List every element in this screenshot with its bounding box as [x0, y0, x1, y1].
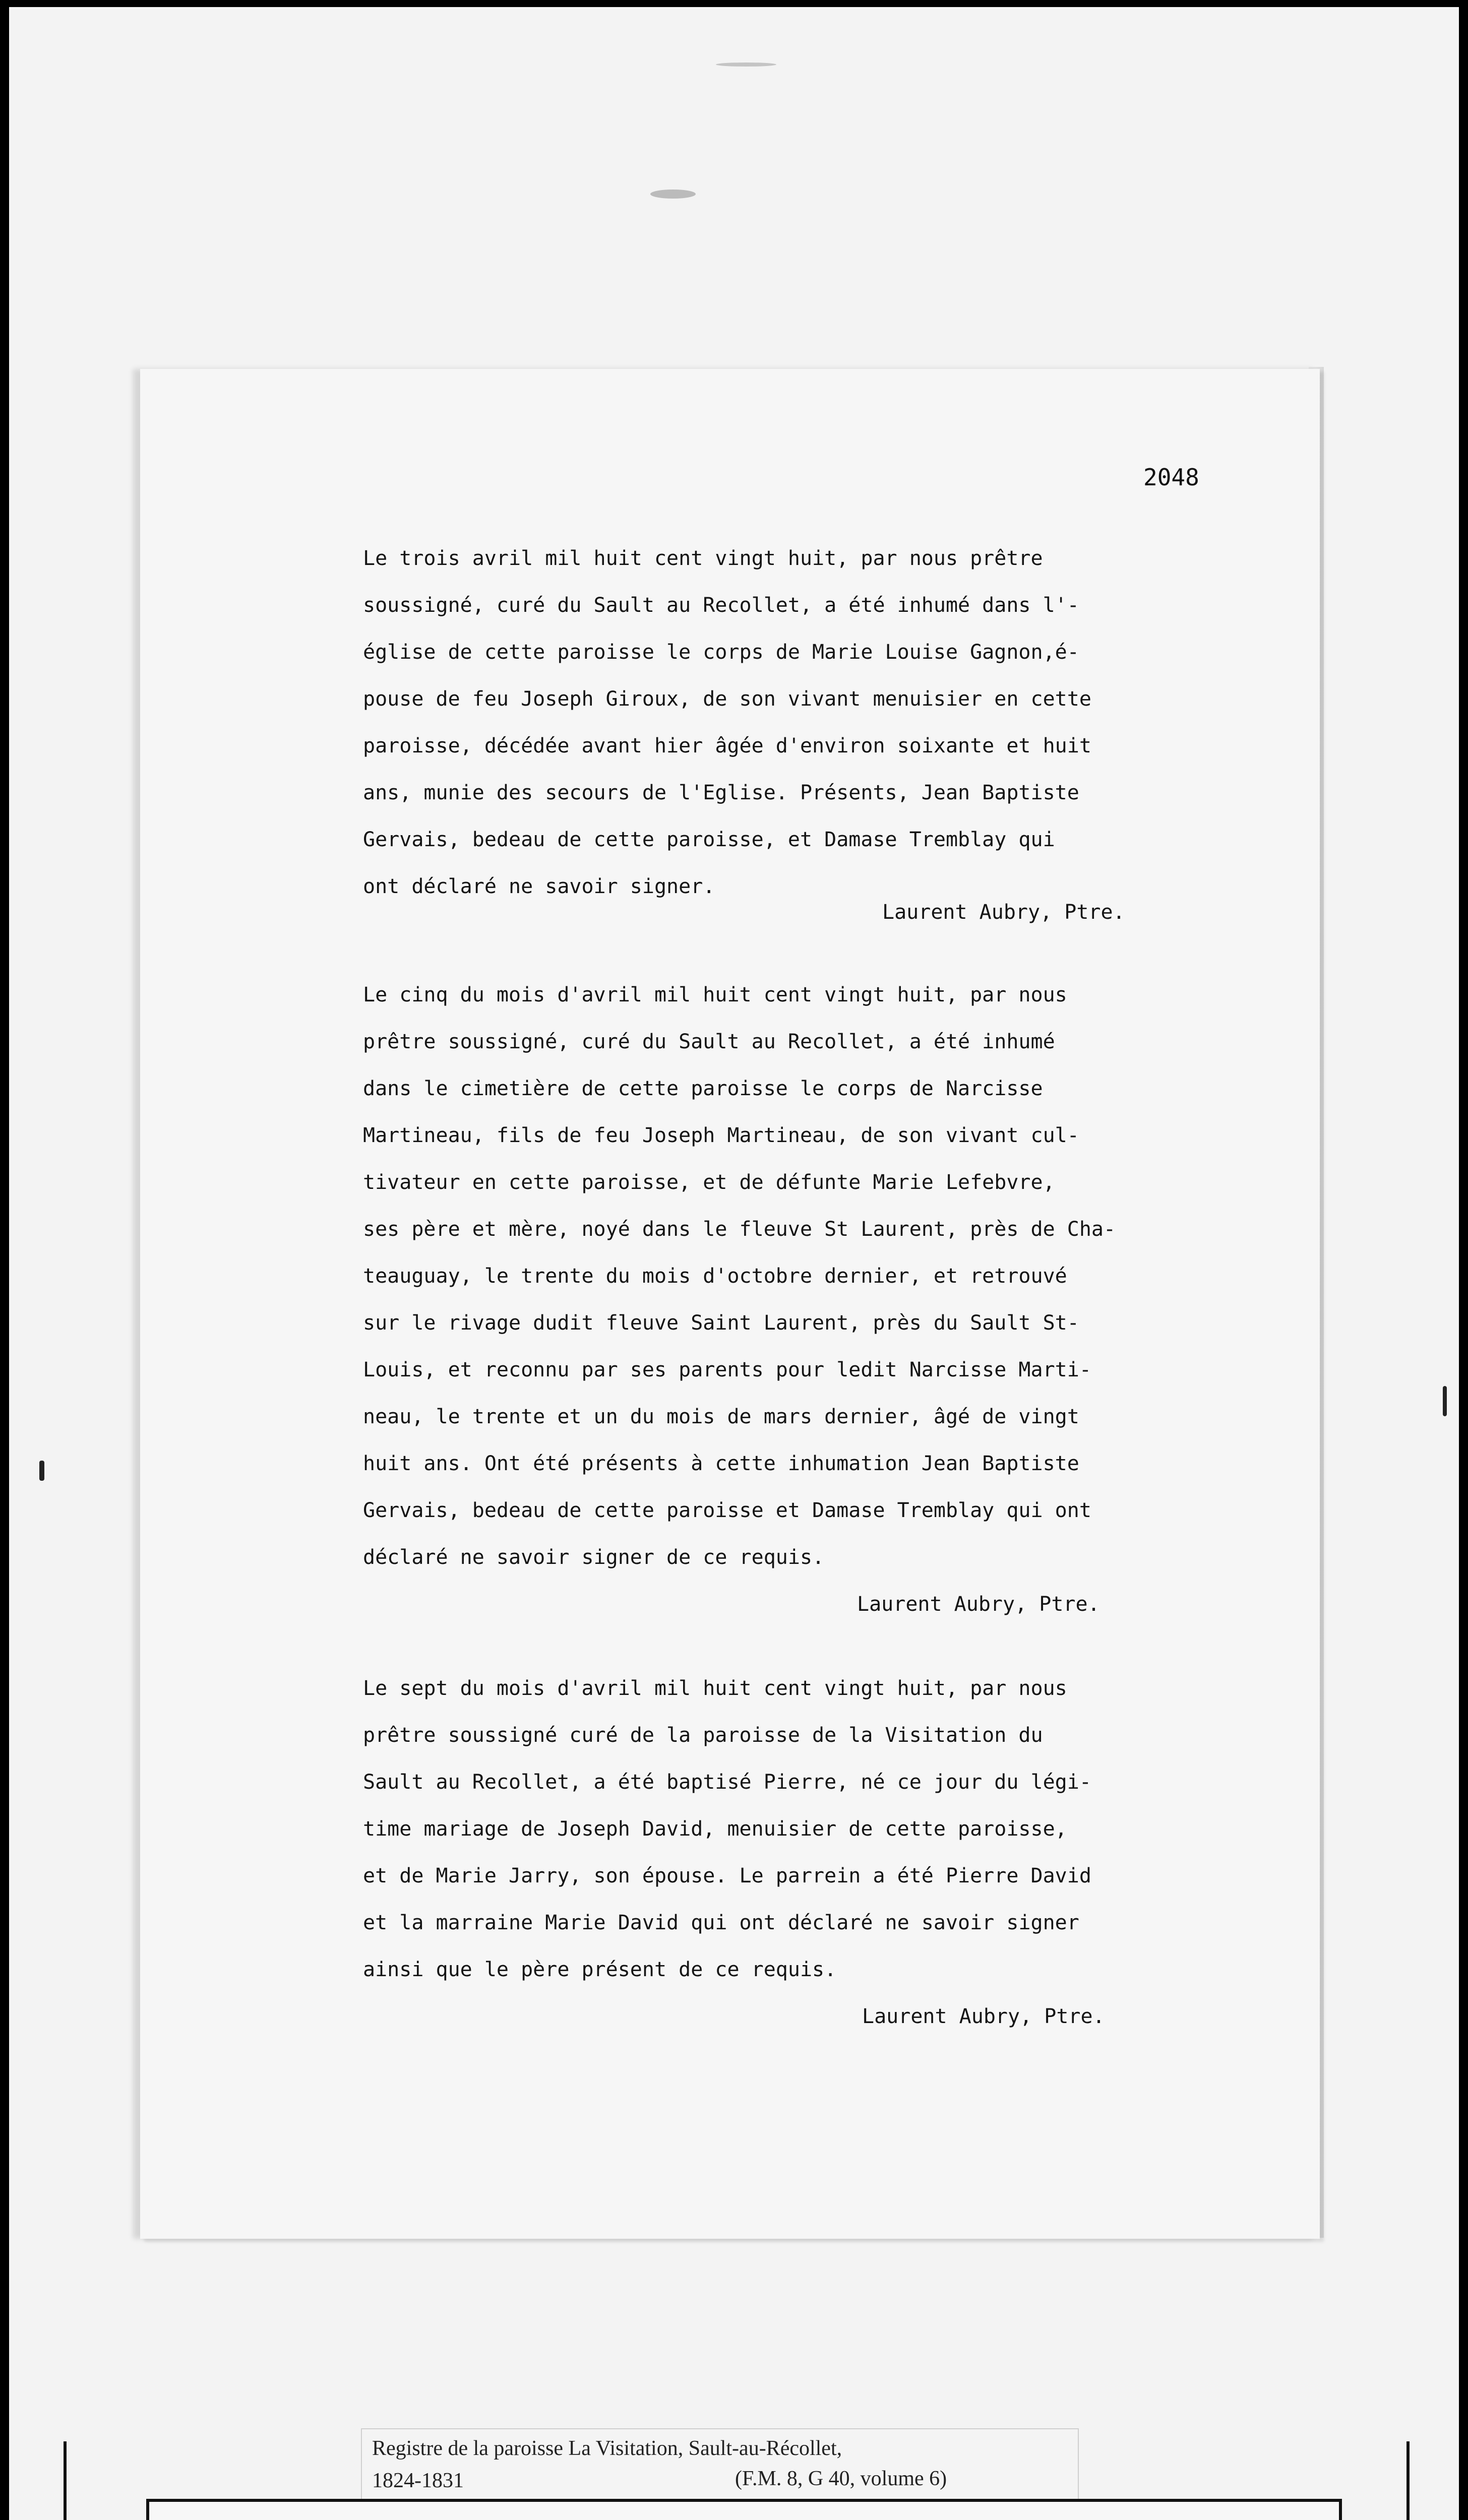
film-speck [716, 62, 776, 67]
entry-line: ans, munie des secours de l'Eglise. Présents, Jean Baptiste [363, 781, 1079, 804]
entry-signature: Laurent Aubry, Ptre. [862, 2005, 1105, 2028]
entry-line: sur le rivage dudit fleuve Saint Laurent, près du Sault St- [363, 1311, 1079, 1335]
archive-reference-label [361, 2428, 1079, 2501]
stamp-frame-left [64, 2441, 67, 2520]
entry-signature: Laurent Aubry, Ptre. [882, 901, 1125, 924]
archive-reference-volume: (F.M. 8, G 40, volume 6) [735, 2467, 947, 2490]
entry-line: ses père et mère, noyé dans le fleuve St Laurent, près de Cha- [363, 1218, 1116, 1241]
film-speck [1443, 1386, 1447, 1416]
entry-line: time mariage de Joseph David, menuisier de cette paroisse, [363, 1817, 1067, 1841]
entry-line: et de Marie Jarry, son épouse. Le parrein a été Pierre David [363, 1864, 1091, 1887]
archives-stamp-box [146, 2499, 1342, 2520]
entry-line: Louis, et reconnu par ses parents pour ledit Narcisse Marti- [363, 1358, 1091, 1381]
entry-line: paroisse, décédée avant hier âgée d'environ soixante et huit [363, 734, 1091, 758]
stamp-frame-right [1406, 2441, 1410, 2520]
register-entry-burial-gagnon [363, 535, 1270, 936]
film-speck [39, 1461, 44, 1481]
entry-line: Martineau, fils de feu Joseph Martineau, de son vivant cul- [363, 1124, 1079, 1147]
entry-line: tivateur en cette paroisse, et de défunte Marie Lefebvre, [363, 1171, 1055, 1194]
film-speck [650, 190, 696, 199]
entry-line: neau, le trente et un du mois de mars dernier, âgé de vingt [363, 1405, 1079, 1428]
entry-line: et la marraine Marie David qui ont déclaré ne savoir signer [363, 1911, 1079, 1934]
entry-signature: Laurent Aubry, Ptre. [857, 1593, 1100, 1616]
entry-line: ont déclaré ne savoir signer. [363, 875, 715, 898]
entry-line: prêtre soussigné curé de la paroisse de la Visitation du [363, 1724, 1043, 1747]
entry-line: Gervais, bedeau de cette paroisse et Damase Tremblay qui ont [363, 1499, 1091, 1522]
entry-line: Gervais, bedeau de cette paroisse, et Damase Tremblay qui [363, 828, 1055, 851]
entry-line: Sault au Recollet, a été baptisé Pierre, né ce jour du légi- [363, 1771, 1091, 1794]
entry-line: soussigné, curé du Sault au Recollet, a été inhumé dans l'- [363, 594, 1079, 617]
entry-line: dans le cimetière de cette paroisse le corps de Narcisse [363, 1077, 1043, 1100]
archive-reference-dates: 1824-1831 [372, 2469, 464, 2492]
entry-line: Le sept du mois d'avril mil huit cent vingt huit, par nous [363, 1677, 1067, 1700]
register-entry-burial-martineau [363, 972, 1270, 1628]
entry-line: prêtre soussigné, curé du Sault au Recollet, a été inhumé [363, 1030, 1055, 1053]
entry-line: huit ans. Ont été présents à cette inhumation Jean Baptiste [363, 1452, 1079, 1475]
entry-line: église de cette paroisse le corps de Marie Louise Gagnon,é- [363, 641, 1079, 664]
register-entry-baptism-david [363, 1665, 1270, 2040]
entry-line: Le trois avril mil huit cent vingt huit, par nous prêtre [363, 547, 1043, 570]
entry-line: teauguay, le trente du mois d'octobre dernier, et retrouvé [363, 1265, 1067, 1288]
entry-line: ainsi que le père présent de ce requis. [363, 1958, 837, 1981]
page-number: 2048 [1143, 464, 1199, 491]
entry-line: déclaré ne savoir signer de ce requis. [363, 1546, 825, 1569]
entry-line: pouse de feu Joseph Giroux, de son vivant menuisier en cette [363, 687, 1091, 711]
entry-line: Le cinq du mois d'avril mil huit cent vingt huit, par nous [363, 983, 1067, 1006]
archive-reference-title: Registre de la paroisse La Visitation, Sault-au-Récollet, [372, 2437, 842, 2460]
